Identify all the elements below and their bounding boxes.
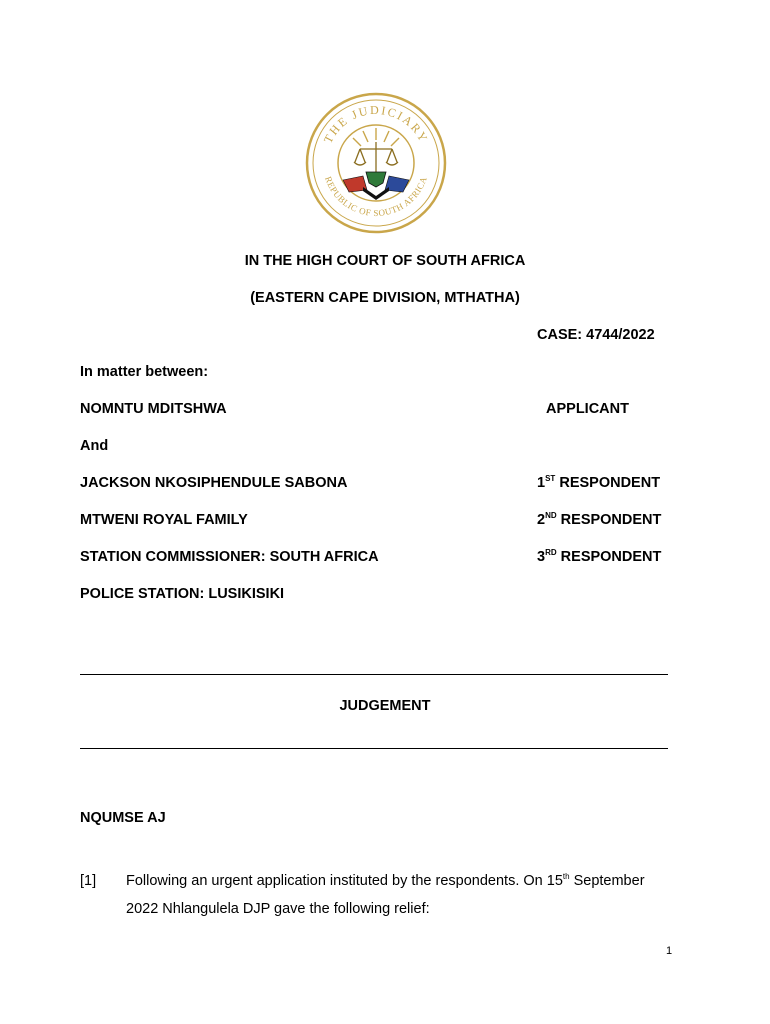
seal-top-text: THE JUDICIARY (320, 102, 432, 146)
court-name: IN THE HIGH COURT OF SOUTH AFRICA (244, 253, 526, 269)
judge-name: NQUMSE AJ (80, 810, 166, 826)
judgement-title: JUDGEMENT (339, 698, 431, 714)
respondent-2-name: MTWENI ROYAL FAMILY (80, 512, 248, 528)
respondent-2-role: 2ND RESPONDENT (537, 511, 662, 528)
divider-top (80, 674, 668, 675)
applicant-role: APPLICANT (546, 401, 629, 417)
applicant-name: NOMNTU MDITSHWA (80, 401, 227, 417)
and-separator: And (80, 438, 109, 454)
respondent-3-name: STATION COMMISSIONER: SOUTH AFRICA (80, 549, 379, 565)
parties-intro: In matter between: (80, 364, 209, 380)
divider-bottom (80, 748, 668, 749)
respondent-3-role: 3RD RESPONDENT (537, 548, 662, 565)
court-division: (EASTERN CAPE DIVISION, MTHATHA) (250, 290, 520, 306)
case-number: CASE: 4744/2022 (537, 327, 655, 343)
seal-bottom-text: REPUBLIC OF SOUTH AFRICA (323, 175, 429, 219)
paragraph-number: [1] (80, 873, 97, 889)
respondent-1-name: JACKSON NKOSIPHENDULE SABONA (80, 475, 348, 491)
paragraph-1-line-2: 2022 Nhlangulela DJP gave the following relief: (126, 901, 430, 917)
respondent-1-role: 1ST RESPONDENT (537, 474, 661, 491)
police-station: POLICE STATION: LUSIKISIKI (80, 586, 285, 602)
paragraph-1-line-1: Following an urgent application instituted by the respondents. On 15th September (126, 872, 645, 889)
judiciary-seal-logo (305, 92, 447, 234)
page-number: 1 (666, 945, 673, 957)
